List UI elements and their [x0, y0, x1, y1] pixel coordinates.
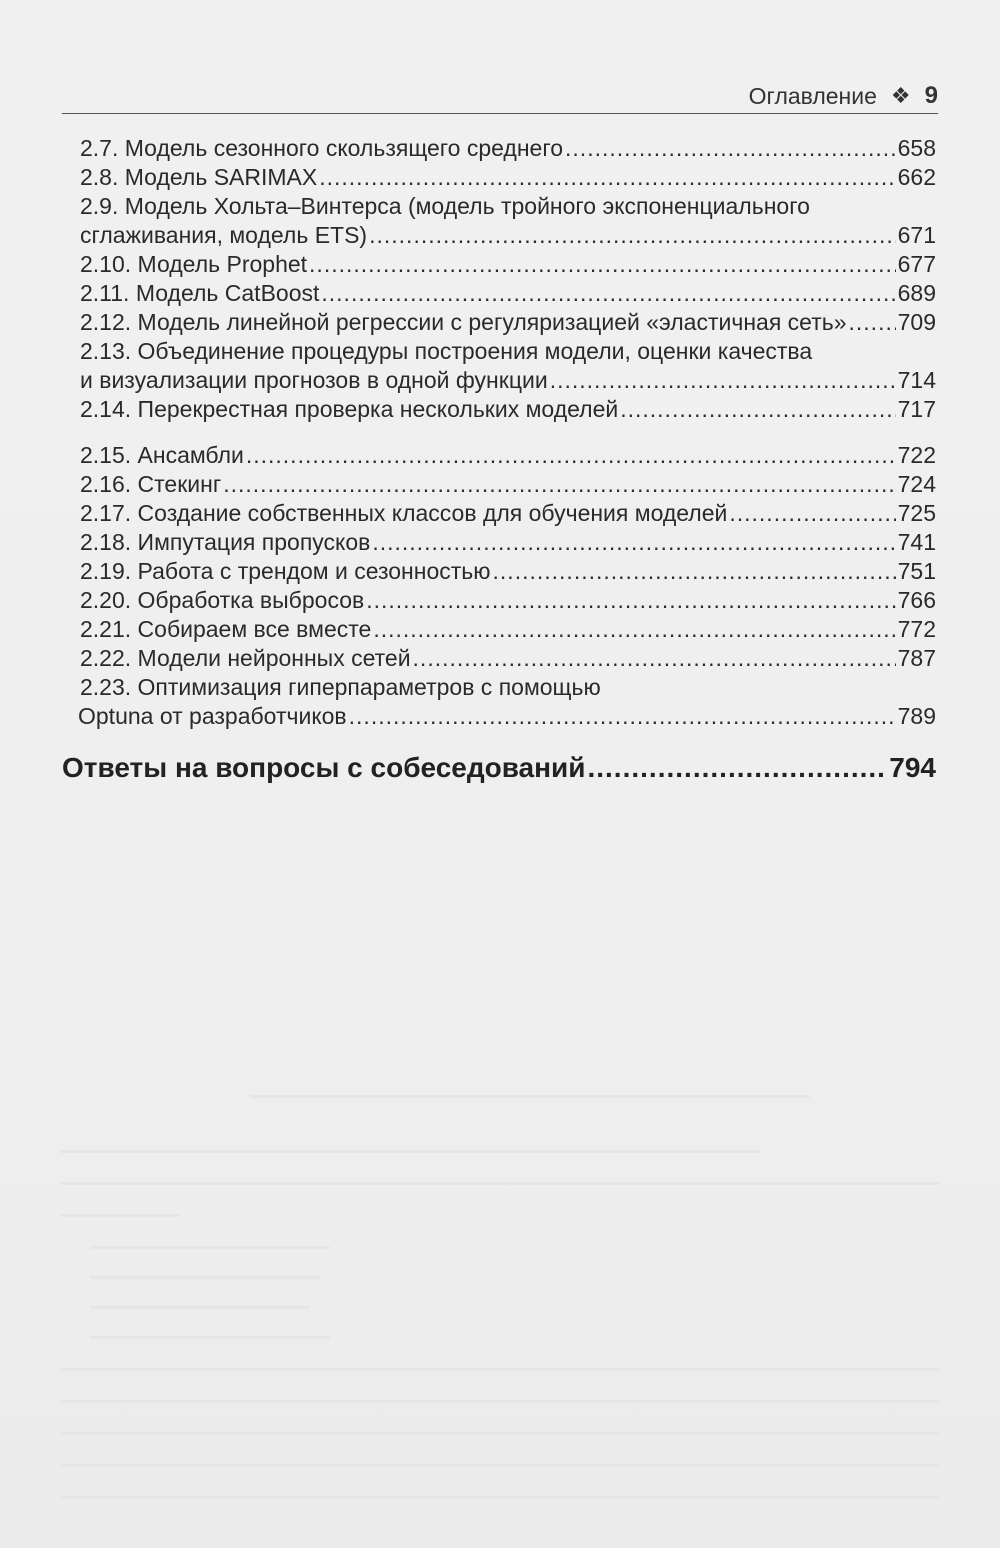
- diamond-ornament-icon: ❖: [890, 83, 911, 108]
- toc-entry-title: 2.11. Модель CatBoost: [80, 280, 320, 306]
- dot-leader: [372, 528, 895, 557]
- toc-major-entry-title: Ответы на вопросы с собеседований: [62, 752, 586, 783]
- dot-leader: [413, 644, 896, 673]
- toc-entry-page: 787: [897, 645, 936, 671]
- dot-leader: [309, 250, 896, 279]
- table-of-contents: [80, 134, 936, 731]
- dot-leader: [550, 366, 896, 395]
- show-through-mark: [90, 1306, 310, 1309]
- toc-entry-page: 671: [897, 222, 936, 248]
- toc-entry[interactable]: [80, 337, 936, 395]
- show-through-mark: [90, 1276, 320, 1279]
- toc-entry-title: 2.12. Модель линейной регрессии с регуляризацией «эластичная сеть»: [80, 309, 847, 335]
- toc-entry-title: 2.16. Стекинг: [80, 471, 222, 497]
- dot-leader: [493, 557, 896, 586]
- toc-entry-title: 2.13. Объединение процедуры построения модели, оценки качества: [80, 338, 813, 364]
- toc-entry-page: 772: [897, 616, 936, 642]
- toc-entry-page: 725: [897, 500, 936, 526]
- show-through-mark: [60, 1150, 760, 1153]
- toc-entry-page: 717: [897, 396, 936, 422]
- toc-entry-title: 2.8. Модель SARIMAX: [80, 164, 318, 190]
- dot-leader: [349, 702, 896, 731]
- show-through-mark: [60, 1432, 940, 1435]
- show-through-mark: [90, 1246, 330, 1249]
- dot-leader: [849, 308, 896, 337]
- toc-entry-page: 741: [897, 529, 936, 555]
- toc-entry-page: 722: [897, 442, 936, 468]
- toc-major-entry-page: 794: [889, 752, 936, 783]
- show-through-mark: [60, 1400, 940, 1403]
- toc-entry-title: 2.14. Перекрестная проверка нескольких моделей: [80, 396, 619, 422]
- toc-entry[interactable]: [80, 163, 936, 192]
- toc-entry[interactable]: [80, 308, 936, 337]
- toc-entry-title: 2.21. Собираем все вместе: [80, 616, 372, 642]
- dot-leader: [729, 499, 895, 528]
- dot-leader: [319, 163, 895, 192]
- toc-entry[interactable]: [80, 557, 936, 586]
- toc-entry-page: 714: [897, 367, 936, 393]
- toc-entry-title: 2.9. Модель Хольта–Винтерса (модель тройного экспоненциального: [80, 193, 810, 219]
- toc-entry-title: 2.19. Работа с трендом и сезонностью: [80, 558, 491, 584]
- show-through-mark: [60, 1368, 940, 1371]
- toc-major-entry[interactable]: [62, 750, 936, 786]
- toc-entry[interactable]: [80, 134, 936, 163]
- toc-entry-title-continued: Optuna от разработчиков: [78, 703, 347, 729]
- dot-leader: [587, 750, 887, 786]
- toc-entry[interactable]: [80, 644, 936, 673]
- toc-entry[interactable]: [80, 586, 936, 615]
- header-page-number: 9: [924, 82, 938, 109]
- dot-leader: [223, 470, 895, 499]
- toc-entry-title: 2.7. Модель сезонного скользящего среднего: [80, 135, 564, 161]
- toc-entry-page: 677: [897, 251, 936, 277]
- show-through-mark: [60, 1214, 180, 1217]
- toc-entry-title: 2.15. Ансамбли: [80, 442, 244, 468]
- toc-entry[interactable]: [80, 250, 936, 279]
- toc-entry-title: 2.10. Модель Prophet: [80, 251, 308, 277]
- toc-entry[interactable]: [80, 673, 936, 731]
- toc-entry[interactable]: [80, 470, 936, 499]
- toc-entry-page: 709: [897, 309, 936, 335]
- toc-entry-title: 2.20. Обработка выбросов: [80, 587, 365, 613]
- toc-entry-page: 658: [897, 135, 936, 161]
- toc-entry-page: 662: [897, 164, 936, 190]
- toc-entry-title: 2.23. Оптимизация гиперпараметров с помощью: [80, 674, 601, 700]
- toc-entry[interactable]: [80, 615, 936, 644]
- show-through-mark: [60, 1496, 940, 1499]
- running-header: [62, 80, 938, 114]
- dot-leader: [369, 221, 896, 250]
- dot-leader: [366, 586, 895, 615]
- toc-entry[interactable]: [80, 441, 936, 470]
- toc-entry[interactable]: [80, 528, 936, 557]
- toc-entry-title-continued: сглаживания, модель ETS): [80, 222, 368, 248]
- toc-entry[interactable]: [80, 192, 936, 250]
- toc-entry-page: 751: [897, 558, 936, 584]
- toc-entry-title-continued: и визуализации прогнозов в одной функции: [80, 367, 548, 393]
- show-through-mark: [250, 1095, 810, 1098]
- toc-entry[interactable]: [80, 279, 936, 308]
- dot-leader: [620, 395, 895, 424]
- toc-entry-title: 2.22. Модели нейронных сетей: [80, 645, 411, 671]
- toc-entry-title: 2.17. Создание собственных классов для обучения моделей: [80, 500, 728, 526]
- show-through-mark: [60, 1464, 940, 1467]
- toc-entry[interactable]: [80, 499, 936, 528]
- toc-entry-page: 789: [897, 703, 936, 729]
- dot-leader: [373, 615, 895, 644]
- dot-leader: [321, 279, 895, 308]
- show-through-mark: [90, 1336, 330, 1339]
- header-section-title: Оглавление: [748, 82, 877, 109]
- dot-leader: [246, 441, 896, 470]
- header-right: [749, 82, 938, 110]
- show-through-mark: [60, 1182, 940, 1185]
- toc-entry-page: 724: [897, 471, 936, 497]
- toc-entry-title: 2.18. Импутация пропусков: [80, 529, 371, 555]
- dot-leader: [565, 134, 896, 163]
- toc-entry[interactable]: [80, 395, 936, 424]
- toc-entry-page: 766: [897, 587, 936, 613]
- toc-entry-page: 689: [897, 280, 936, 306]
